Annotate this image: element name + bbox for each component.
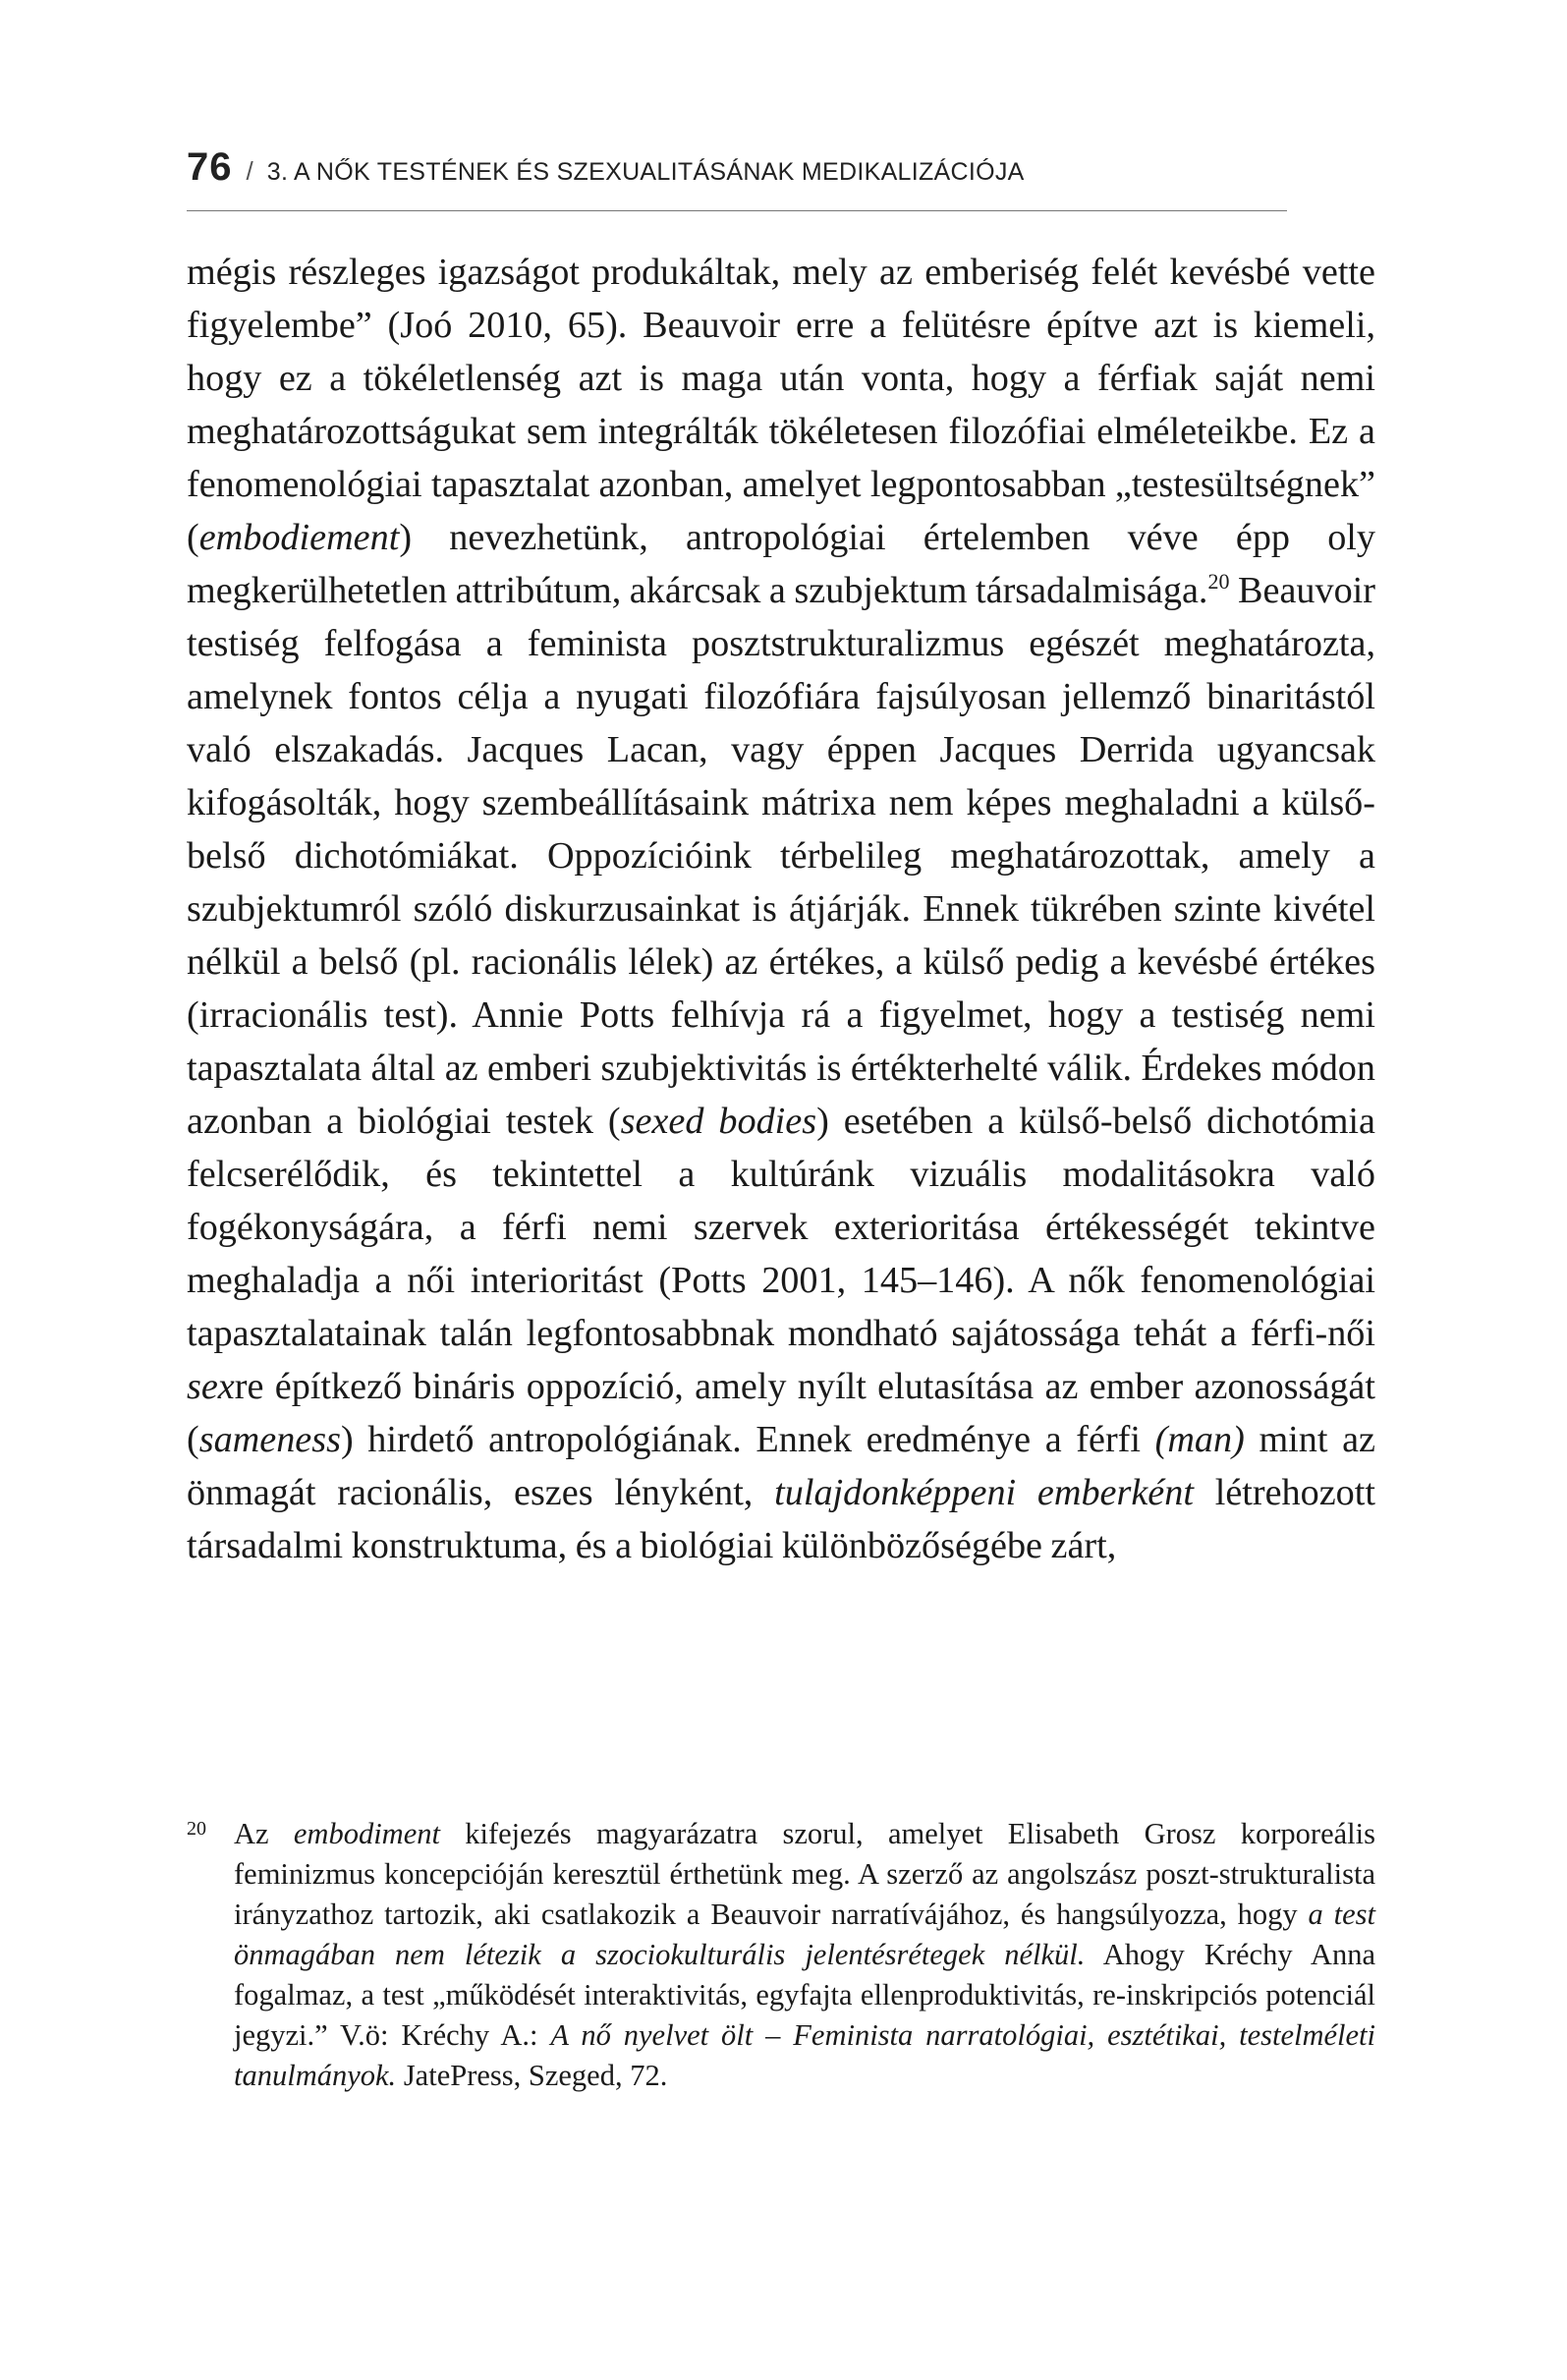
text-segment: JatePress, Szeged, 72.	[396, 2059, 668, 2092]
text-segment: Beauvoir testiség felfogása a feminista posztstrukturalizmus egészét meghatározta, amelynek fontos célja a nyugati filozófiára fajsúlyosan jellemző binaritástól való elszakadás. Jacques Lacan, vagy éppen Jacques Derrida ugyancsak kifogásolták, hogy szembeállításaink mátrixa nem képes meghaladni a külső-belső dichotómiákat. Oppozícióink térbelileg meghatározottak, amely a szubjektumról szóló diskurzusainkat is átjárják. Ennek tükrében szinte kivétel nélkül a belső (pl. racionális lélek) az értékes, a külső pedig a kevésbé értékes (irracionális test). Annie Potts felhívja rá a figyelmet, hogy a testiség nemi tapasztalata által az emberi szubjektivitás is értékterhelté válik. Érdekes módon azonban a biológiai testek (	[187, 570, 1376, 1142]
footnote-text	[234, 1814, 1375, 2096]
footnote	[187, 1814, 1375, 2096]
footnote-number: 20	[187, 1818, 206, 1840]
header-rule	[187, 210, 1287, 211]
italic-term: embodiement	[198, 517, 400, 558]
italic-term: sexed bodies	[620, 1101, 817, 1142]
running-head: 3. A NŐK TESTÉNEK ÉS SZEXUALITÁSÁNAK MEDIKALIZÁCIÓJA	[266, 158, 1025, 186]
page-number: 76	[187, 145, 233, 189]
text-segment: ) esetében a külső-belső dichotómia felcserélődik, és tekintettel a kultúránk vizuális modalitásokra való fogékonyságára, a férfi nemi szervek exterioritása értékességét tekintve meghaladja a női interioritást (Potts 2001, 145–146). A nők fenomenológiai tapasztalatainak talán legfontosabbnak mondható sajátossága tehát a férfi-női	[187, 1101, 1375, 1354]
italic-term: tulajdonképpeni emberként	[774, 1472, 1194, 1513]
italic-quote: a test önmagában nem létezik a szociokulturális jelentésrétegek nélkül.	[234, 1898, 1375, 1971]
text-segment: ) nevezhetünk, antropológiai értelemben véve épp oly megkerülhetetlen attribútum, akárcsak a szubjektum társadalmisága.	[187, 517, 1375, 611]
text-segment: ) hirdető antropológiának. Ennek eredménye a férfi	[340, 1419, 1155, 1460]
text-segment: mint az önmagát racionális, eszes lényként,	[187, 1419, 1375, 1513]
body-text	[187, 246, 1375, 1572]
italic-term: embodiment	[293, 1817, 440, 1850]
body-paragraph	[187, 246, 1375, 1572]
italic-term: sameness	[198, 1419, 341, 1460]
text-segment: kifejezés magyarázatra szorul, amelyet Elisabeth Grosz korporeális feminizmus koncepcióján keresztül érthetünk meg. A szerző az angolszász poszt-strukturalista irányzathoz tartozik, aki csatlakozik a Beauvoir narratívájához, és hangsúlyozza, hogy	[234, 1817, 1375, 1931]
text-segment: mégis részleges igazságot produkáltak, mely az emberiség felét kevésbé vette figyelembe” (Joó 2010, 65). Beauvoir erre a felütésre építve azt is kiemeli, hogy ez a tökéletlenség azt is maga után vonta, hogy a férfiak saját nemi meghatározottságukat sem integrálták tökéletesen filozófiai elméleteikbe. Ez a fenomenológiai tapasztalat azonban, amelyet legpontosabban „testesültségnek” (	[187, 252, 1375, 558]
text-segment: létrehozott társadalmi konstruktuma, és a biológiai különbözőségébe zárt,	[187, 1472, 1375, 1566]
text-segment: Az	[234, 1817, 294, 1850]
page-header	[187, 145, 1287, 190]
footnote-reference[interactable]: 20	[1207, 569, 1230, 594]
header-separator: /	[246, 156, 253, 186]
italic-term: sex	[187, 1366, 235, 1407]
text-segment: Ahogy Kréchy Anna fogalmaz, a test „működését interaktivitás, egyfajta ellenproduktivitás, re-inskripciós potenciál jegyzi.” V.ö: Kréchy A.:	[234, 1938, 1375, 2052]
italic-term: (man)	[1154, 1419, 1245, 1460]
book-title: A nő nyelvet ölt – Feminista narratológiai, esztétikai, testelméleti tanulmányok.	[234, 2018, 1375, 2092]
text-segment: re építkező bináris oppozíció, amely nyílt elutasítása az ember azonosságát (	[187, 1366, 1375, 1460]
